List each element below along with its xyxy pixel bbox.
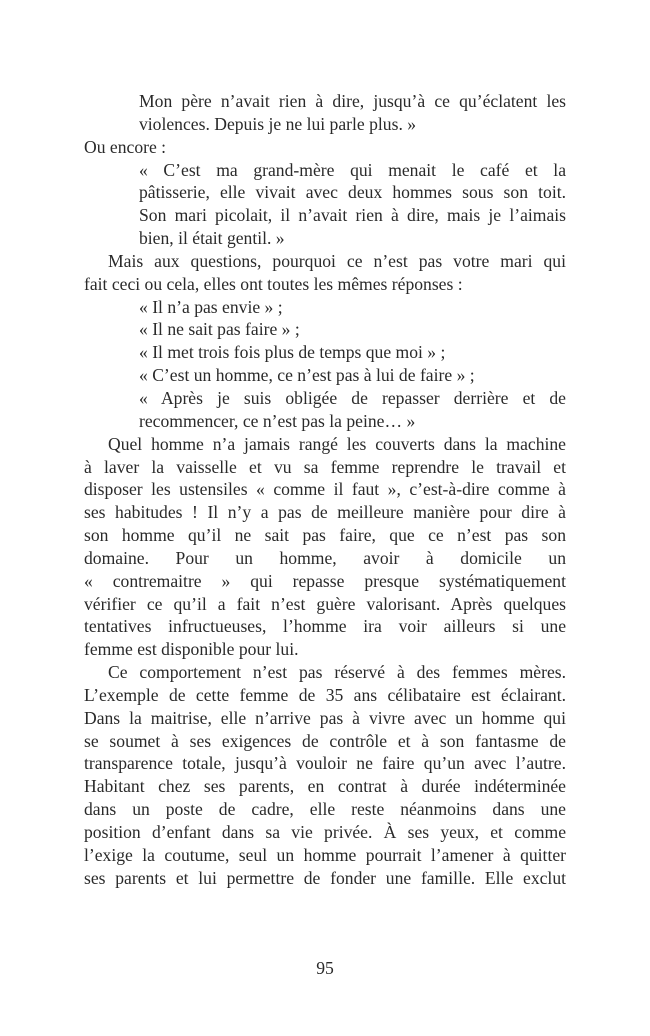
text-line: vérifier ce qu’il a fait n’est guère valorisant. Après quelques: [84, 593, 566, 614]
paragraph: [84, 250, 566, 296]
text-line: « C’est un homme, ce n’est pas à lui de faire » ;: [139, 365, 475, 386]
text-line: « contremaitre » qui repasse presque systématiquement: [84, 570, 566, 591]
text-line: Mon père n’avait rien à dire, jusqu’à ce qu’éclatent les: [139, 91, 566, 111]
text-line: disposer les ustensiles « comme il faut », c’est-à-dire comme à: [84, 479, 566, 500]
text-line: à laver la vaisselle et vu sa femme reprendre le travail et: [84, 456, 566, 477]
paragraph: [84, 661, 566, 889]
text-line: bien, il était gentil. »: [139, 228, 285, 249]
text-line-group: [84, 136, 566, 159]
text-line: « C’est ma grand-mère qui menait le café et la: [139, 159, 566, 180]
text-line: domaine. Pour un homme, avoir à domicile un: [84, 547, 566, 568]
block-quote: [84, 159, 566, 250]
text-line: Mais aux questions, pourquoi ce n’est pas votre mari qui: [108, 250, 566, 271]
text-line: Dans la maitrise, elle n’arrive pas à vivre avec un homme qui: [84, 707, 566, 728]
text-line: L’exemple de cette femme de 35 ans célibataire est éclairant.: [84, 684, 566, 705]
page-number: 95: [316, 958, 334, 978]
block-quote: [84, 90, 566, 136]
text-line: dans un poste de cadre, elle reste néanmoins dans une: [84, 799, 566, 820]
text-line: Ce comportement n’est pas réservé à des femmes mères.: [108, 662, 566, 683]
text-line: « Il met trois fois plus de temps que moi » ;: [139, 342, 446, 363]
text-line: Habitant chez ses parents, en contrat à durée indéterminée: [84, 776, 566, 797]
text-line: violences. Depuis je ne lui parle plus. »: [139, 113, 417, 134]
page-body-text: [84, 90, 566, 890]
text-line: femme est disponible pour lui.: [84, 639, 299, 660]
text-line: se soumet à ses exigences de contrôle et à son fantasme de: [84, 730, 566, 751]
text-line: ses parents et lui permettre de fonder une famille. Elle exclut: [84, 867, 566, 888]
text-line: tentatives infructueuses, l’homme ira voir ailleurs si une: [84, 616, 566, 637]
text-line: fait ceci ou cela, elles ont toutes les mêmes réponses :: [84, 273, 463, 294]
text-line: Quel homme n’a jamais rangé les couverts dans la machine: [108, 433, 566, 454]
text-line: l’exige la coutume, seul un homme pourrait l’amener à quitter: [84, 844, 566, 865]
text-line: ses habitudes ! Il n’y a pas de meilleure manière pour dire à: [84, 502, 566, 523]
text-line: position d’enfant dans sa vie privée. À ses yeux, et comme: [84, 822, 566, 842]
text-line: pâtisserie, elle vivait avec deux hommes sous son toit.: [139, 182, 566, 203]
text-line: transparence totale, jusqu’à vouloir ne faire qu’un avec l’autre.: [84, 753, 566, 774]
text-line: « Il n’a pas envie » ;: [139, 296, 283, 317]
text-line: « Il ne sait pas faire » ;: [139, 319, 300, 340]
text-line: son homme qu’il ne sait pas faire, que ce n’est pas son: [84, 525, 566, 546]
block-quote: [84, 296, 566, 433]
text-line: recommencer, ce n’est pas la peine… »: [139, 410, 416, 431]
paragraph: [84, 433, 566, 661]
text-line: Ou encore :: [84, 136, 167, 157]
text-line: « Après je suis obligée de repasser derrière et de: [139, 387, 566, 408]
text-line: Son mari picolait, il n’avait rien à dire, mais je l’aimais: [139, 205, 566, 226]
